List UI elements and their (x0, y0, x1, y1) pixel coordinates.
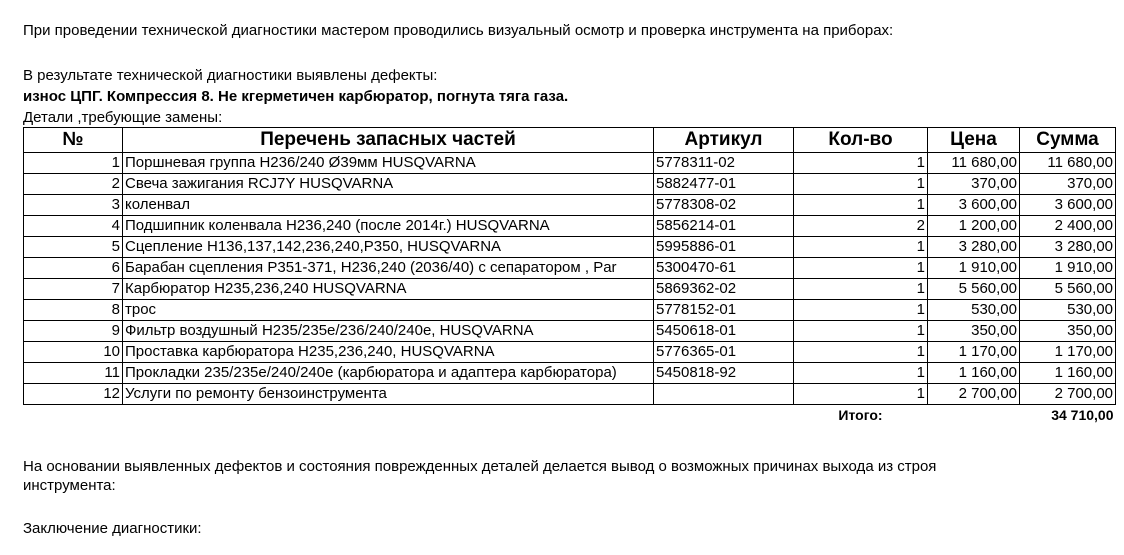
part-sum: 11 680,00 (1020, 153, 1116, 174)
table-row (24, 258, 1116, 279)
table-row (24, 174, 1116, 195)
part-sum: 1 170,00 (1020, 342, 1116, 363)
part-article: 5778308-02 (654, 195, 794, 216)
part-price: 350,00 (928, 321, 1020, 342)
part-quantity: 1 (794, 384, 928, 405)
part-article: 5882477-01 (654, 174, 794, 195)
part-article: 5869362-02 (654, 279, 794, 300)
part-price: 530,00 (928, 300, 1020, 321)
part-article: 5300470-61 (654, 258, 794, 279)
parts-heading: Детали ,требующие замены: (23, 109, 223, 126)
row-number: 4 (24, 216, 123, 237)
part-sum: 3 280,00 (1020, 237, 1116, 258)
part-sum: 2 700,00 (1020, 384, 1116, 405)
row-number: 1 (24, 153, 123, 174)
total-value: 34 710,00 (1051, 407, 1114, 423)
part-name: Свеча зажигания RCJ7Y HUSQVARNA (123, 174, 654, 195)
conclusion-basis-text-cont: инструмента: (23, 477, 116, 494)
table-header-row (24, 128, 1116, 153)
row-number: 3 (24, 195, 123, 216)
part-sum: 3 600,00 (1020, 195, 1116, 216)
part-quantity: 1 (794, 195, 928, 216)
part-article (654, 384, 794, 405)
row-number: 11 (24, 363, 123, 384)
part-article: 5450618-01 (654, 321, 794, 342)
part-name: Барабан сцепления Р351-371, Н236,240 (2036/40) с сепаратором , Par (123, 258, 654, 279)
part-sum: 1 160,00 (1020, 363, 1116, 384)
row-number: 10 (24, 342, 123, 363)
part-price: 5 560,00 (928, 279, 1020, 300)
part-name: Сцепление Н136,137,142,236,240,Р350, HUSQVARNA (123, 237, 654, 258)
part-price: 1 160,00 (928, 363, 1020, 384)
part-sum: 370,00 (1020, 174, 1116, 195)
part-quantity: 1 (794, 153, 928, 174)
col-header-sum: Сумма (1020, 128, 1116, 153)
table-row (24, 153, 1116, 174)
part-name: Проставка карбюратора Н235,236,240, HUSQVARNA (123, 342, 654, 363)
table-row (24, 237, 1116, 258)
col-header-quantity: Кол-во (794, 128, 928, 153)
part-sum: 530,00 (1020, 300, 1116, 321)
row-number: 2 (24, 174, 123, 195)
part-name: Поршневая группа Н236/240 Ø39мм HUSQVARNA (123, 153, 654, 174)
part-article: 5856214-01 (654, 216, 794, 237)
part-quantity: 1 (794, 279, 928, 300)
part-name: Подшипник коленвала Н236,240 (после 2014г.) HUSQVARNA (123, 216, 654, 237)
part-name: Карбюратор Н235,236,240 HUSQVARNA (123, 279, 654, 300)
part-quantity: 1 (794, 258, 928, 279)
part-price: 370,00 (928, 174, 1020, 195)
part-article: 5450818-92 (654, 363, 794, 384)
part-sum: 5 560,00 (1020, 279, 1116, 300)
table-row (24, 342, 1116, 363)
defects-text: износ ЦПГ. Компрессия 8. Не кгерметичен карбюратор, погнута тяга газа. (23, 88, 569, 105)
part-quantity: 1 (794, 237, 928, 258)
table-row (24, 216, 1116, 237)
total-row (24, 405, 1116, 426)
col-header-price: Цена (928, 128, 1020, 153)
part-quantity: 1 (794, 342, 928, 363)
conclusion-heading: Заключение диагностики: (23, 520, 202, 537)
part-name: Услуги по ремонту бензоинструмента (123, 384, 654, 405)
part-sum: 1 910,00 (1020, 258, 1116, 279)
part-price: 3 280,00 (928, 237, 1020, 258)
part-quantity: 1 (794, 174, 928, 195)
part-name: Прокладки 235/235е/240/240е (карбюратора и адаптера карбюратора) (123, 363, 654, 384)
part-article: 5776365-01 (654, 342, 794, 363)
part-article: 5778152-01 (654, 300, 794, 321)
part-price: 1 200,00 (928, 216, 1020, 237)
part-quantity: 2 (794, 216, 928, 237)
part-price: 1 170,00 (928, 342, 1020, 363)
row-number: 6 (24, 258, 123, 279)
part-price: 3 600,00 (928, 195, 1020, 216)
col-header-article: Артикул (654, 128, 794, 153)
part-price: 2 700,00 (928, 384, 1020, 405)
conclusion-basis-text: На основании выявленных дефектов и состояния поврежденных деталей делается вывод о возможных причинах выхода из строя (23, 458, 937, 475)
part-price: 1 910,00 (928, 258, 1020, 279)
part-quantity: 1 (794, 300, 928, 321)
table-row (24, 384, 1116, 405)
part-name: трос (123, 300, 654, 321)
part-sum: 350,00 (1020, 321, 1116, 342)
col-header-number: № (24, 128, 123, 153)
row-number: 12 (24, 384, 123, 405)
part-name: коленвал (123, 195, 654, 216)
row-number: 8 (24, 300, 123, 321)
intro-text: При проведении технической диагностики мастером проводились визуальный осмотр и проверка инструмента на приборах: (23, 22, 894, 39)
part-quantity: 1 (794, 321, 928, 342)
part-article: 5778311-02 (654, 153, 794, 174)
defects-heading: В результате технической диагностики выявлены дефекты: (23, 67, 438, 84)
table-row (24, 195, 1116, 216)
parts-table (23, 127, 1116, 425)
part-price: 11 680,00 (928, 153, 1020, 174)
col-header-parts: Перечень запасных частей (123, 128, 654, 153)
table-row (24, 279, 1116, 300)
row-number: 5 (24, 237, 123, 258)
table-row (24, 300, 1116, 321)
row-number: 9 (24, 321, 123, 342)
table-row (24, 363, 1116, 384)
total-label: Итого: (838, 407, 883, 423)
part-quantity: 1 (794, 363, 928, 384)
table-row (24, 321, 1116, 342)
part-name: Фильтр воздушный Н235/235е/236/240/240е, HUSQVARNA (123, 321, 654, 342)
part-article: 5995886-01 (654, 237, 794, 258)
row-number: 7 (24, 279, 123, 300)
part-sum: 2 400,00 (1020, 216, 1116, 237)
